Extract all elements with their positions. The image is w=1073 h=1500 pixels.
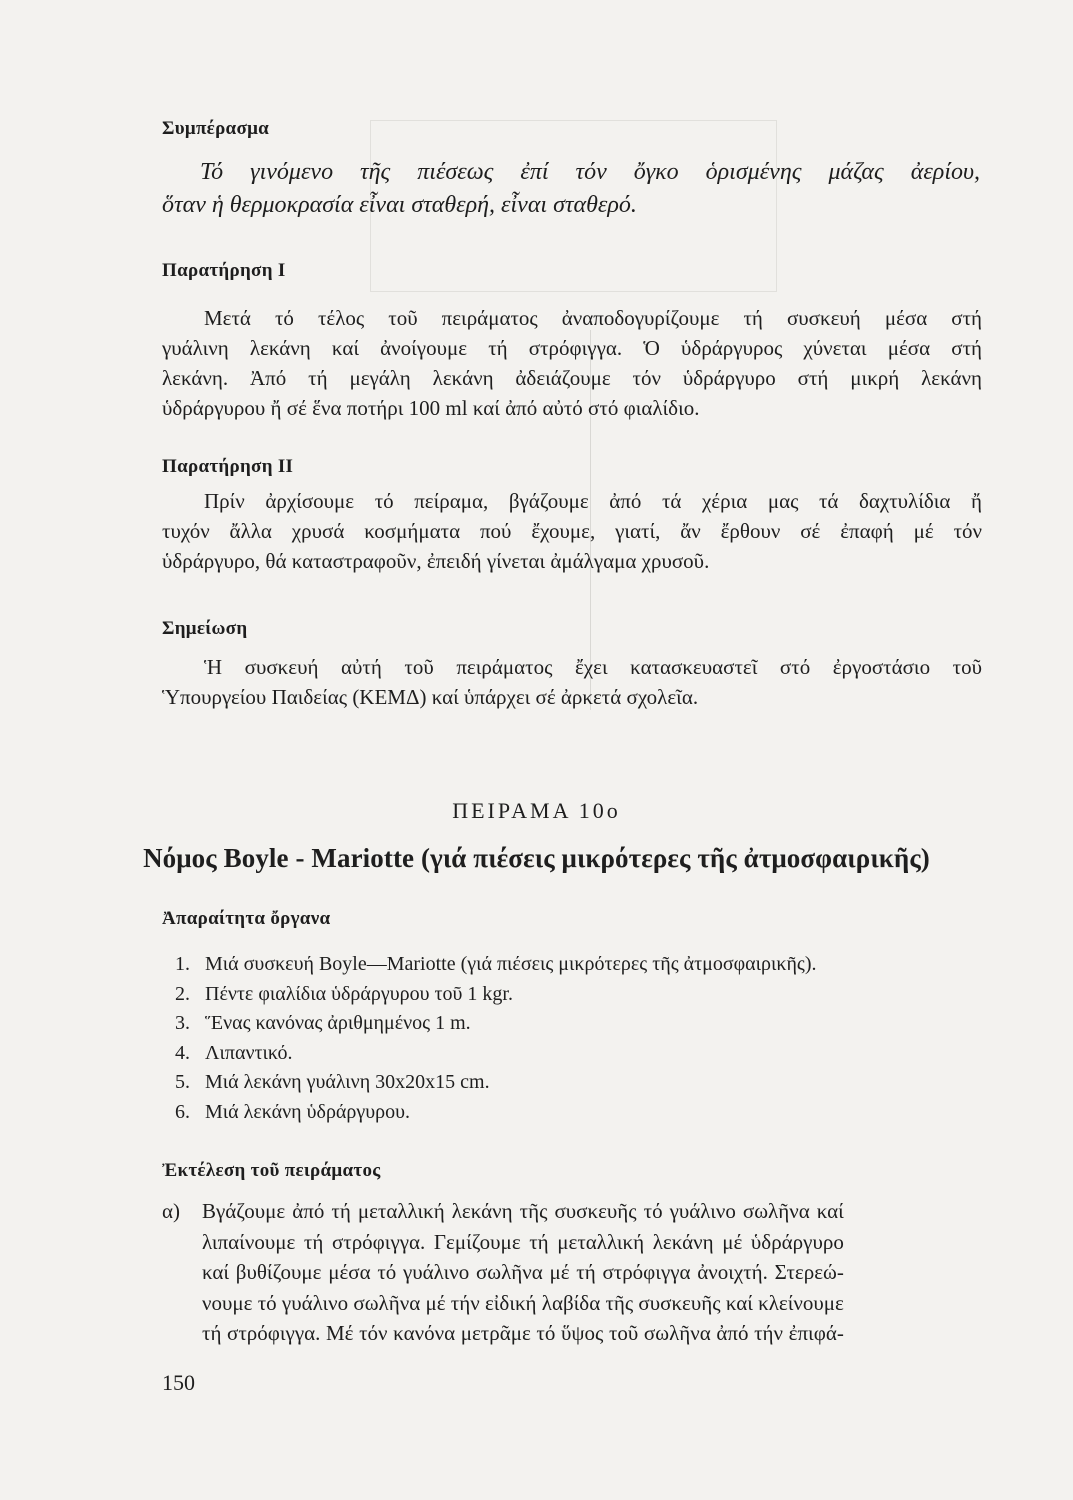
conclusion-line: Τό γινόμενο τῆς πιέσεως ἐπί τόν ὄγκο ὁρισμένης μάζας ἀερίου, (200, 159, 980, 185)
remark-heading: Σημείωση (162, 618, 248, 639)
note2-line: ὑδράργυρο, θά καταστραφοῦν, ἐπειδή γίνεται ἀμάλγαμα χρυσοῦ. (162, 549, 710, 573)
note1-line: γυάλινη λεκάνη καί ἀνοίγουμε τή στρόφιγγα. Ὁ ὑδράργυρος χύνεται μέσα στή (162, 336, 982, 360)
list-item-number: 2. (175, 982, 190, 1005)
note1-heading: Παρατήρηση Ι (162, 260, 286, 281)
note2-line: Πρίν ἀρχίσουμε τό πείραμα, βγάζουμε ἀπό τά χέρια μας τά δαχτυλίδια ἤ (204, 489, 982, 513)
list-item-text: Πέντε φιαλίδια ὑδράργυρου τοῦ 1 kgr. (205, 982, 513, 1005)
note2-text (162, 486, 982, 576)
execution-step-a (162, 1196, 984, 1349)
step-line: νουμε τό γυάλινο σωλῆνα μέ τήν εἰδική λαβίδα τῆς συσκευῆς καί κλείνουμε (202, 1290, 844, 1315)
list-item (175, 950, 817, 980)
list-item-text: Ἕνας κανόνας ἀριθμημένος 1 m. (205, 1012, 471, 1034)
list-item-number: 6. (175, 1100, 190, 1123)
list-item-text: Μιά λεκάνη γυάλινη 30x20x15 cm. (205, 1071, 490, 1093)
conclusion-line: ὅταν ἡ θερμοκρασία εἶναι σταθερή, εἶναι σταθερό. (162, 192, 637, 218)
list-item-number: 5. (175, 1071, 190, 1093)
note1-line: Μετά τό τέλος τοῦ πειράματος ἀναποδογυρίζουμε τή συσκευή μέσα στή (204, 306, 982, 330)
note1-line: λεκάνη. Ἀπό τή μεγάλη λεκάνη ἀδειάζουμε τόν ὑδράργυρο στή μικρή λεκάνη (162, 366, 982, 390)
list-item (175, 980, 817, 1010)
page-number: 150 (162, 1370, 195, 1395)
step-text (202, 1196, 844, 1349)
list-item-text: Λιπαντικό. (205, 1041, 293, 1064)
list-item (175, 1009, 817, 1039)
list-item (175, 1098, 817, 1128)
experiment-number-title: ΠΕΙΡΑΜΑ 10ο (452, 798, 621, 823)
remark-text (162, 652, 982, 712)
step-line: Βγάζουμε ἀπό τή μεταλλική λεκάνη τῆς συσκευῆς τό γυάλινο σωλῆνα καί (202, 1199, 844, 1223)
list-item-number: 3. (175, 1012, 190, 1034)
note1-line: ὑδράργυρου ἤ σέ ἕνα ποτήρι 100 ml καί ἀπό αὐτό στό φιαλίδιο. (162, 396, 700, 420)
conclusion-heading: Συμπέρασμα (162, 118, 270, 139)
note2-line: τυχόν ἄλλα χρυσά κοσμήματα πού ἔχουμε, γιατί, ἄν ἔρθουν σέ ἐπαφή μέ τόν (162, 519, 982, 543)
instruments-heading: Ἀπαραίτητα ὄργανα (162, 908, 331, 929)
note2-heading: Παρατήρηση ΙΙ (162, 456, 294, 477)
step-line: καί βυθίζουμε μέσα τό γυάλινο σωλῆνα μέ τή στρόφιγγα ἀνοιχτή. Στερεώ- (202, 1260, 844, 1284)
step-line: λιπαίνουμε τή στρόφιγγα. Γεμίζουμε τή μεταλλική λεκάνη μέ ὑδράργυρο (202, 1229, 844, 1254)
list-item (175, 1039, 817, 1069)
instruments-list (175, 950, 817, 1127)
step-marker: α) (162, 1199, 180, 1223)
list-item-text: Μιά συσκευή Boyle—Mariotte (γιά πιέσεις μικρότερες τῆς ἀτμοσφαιρικῆς). (205, 953, 817, 975)
experiment-subtitle: Νόμος Boyle - Mariotte (γιά πιέσεις μικρότερες τῆς ἀτμοσφαιρικῆς) (143, 843, 930, 873)
list-item (175, 1068, 817, 1098)
remark-line: Ἡ συσκευή αὐτή τοῦ πειράματος ἔχει κατασκευαστεῖ στό ἐργοστάσιο τοῦ (204, 655, 982, 679)
step-line: τή στρόφιγγα. Μέ τόν κανόνα μετρᾶμε τό ὕψος τοῦ σωλῆνα ἀπό τήν ἐπιφά- (202, 1321, 844, 1345)
conclusion-text (162, 156, 980, 222)
note1-text (162, 303, 982, 423)
remark-line: Ὑπουργείου Παιδείας (ΚΕΜΔ) καί ὑπάρχει σέ ἀρκετά σχολεῖα. (162, 685, 699, 709)
list-item-number: 1. (175, 953, 190, 975)
list-item-text: Μιά λεκάνη ὑδράργυρου. (205, 1100, 411, 1123)
list-item-number: 4. (175, 1041, 190, 1064)
execution-heading: Ἐκτέλεση τοῦ πειράματος (162, 1160, 381, 1181)
